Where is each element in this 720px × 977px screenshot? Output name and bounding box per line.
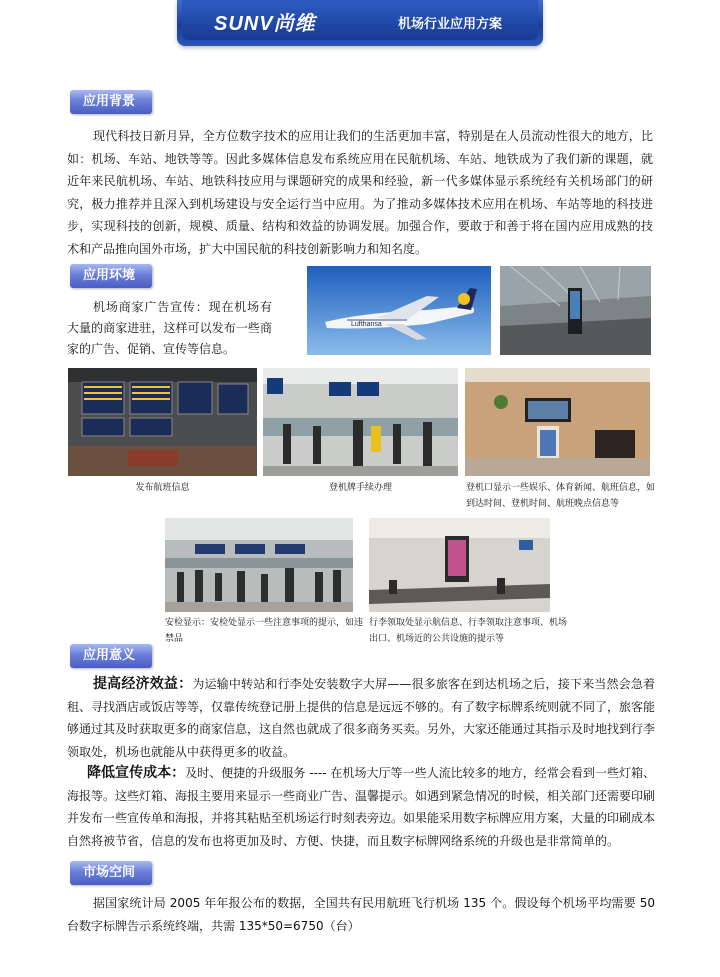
significance-text-2: 及时、便捷的升级服务 ---- 在机场大厅等一些人流比较多的地方，经常会看到一些灯箱、海报等。这些灯箱、海报主要用来显示一些商业广告、温馨提示。如遇到紧急情况的时候，相关部门还需要印刷并发布一些宣传单和海报，并将其粘贴至机场运行时刻表旁边。如果能采用数字标牌应用方案，大量的印刷成本自然将被节省，信息的发布也将更加及时、方便、快捷，而且数字标牌网络系统的升级也是非常简单的。 [67, 766, 656, 848]
brand-logo: SUNV尚维 [214, 13, 316, 35]
caption-checkin: 登机牌手续办理 [328, 483, 392, 493]
checkin-illustration [263, 368, 458, 476]
market-paragraph: 据国家统计局 2005 年年报公布的数据，全国共有民用航班飞行机场 135 个。假设每个机场平均需要 50 台数字标牌告示系统终端，共需 135*50=6750（台） [67, 896, 655, 933]
gate-lounge-illustration [465, 368, 650, 476]
airplane-illustration [307, 266, 491, 355]
gate-lounge-photo [465, 368, 650, 476]
significance-label-2: 降低宣传成本： [87, 765, 186, 781]
background-paragraph: 现代科技日新月异，全方位数字技术的应用让我们的生活更加丰富，特别是在人员流动性很大的地方，比如：机场、车站、地铁等等。因此多媒体信息发布系统应用在民航机场、车站、地铁成为了我们新的课题，就近年来民航机场、车站、地铁科技应用与课题研究的成果和经验，新一代多媒体显示系统经有关机场部门的研究，极力推荐并且深入到机场建设与安全运行当中应用。为了推动多媒体技术应用在机场、车站等地的科技进步，实现科技的创新，规模、质量、结构和效益的协调发展。加强合作，要敢于和善于将在国内应用成熟的技术和产品推向国外市场，扩大中国民航的科技创新影响力和知名度。 [67, 129, 653, 256]
security-photo [165, 518, 353, 612]
section-title-significance: 应用意义 [70, 644, 152, 668]
baggage-claim-illustration [369, 518, 550, 612]
section-title-environment: 应用环境 [70, 264, 152, 288]
baggage-claim-photo [369, 518, 550, 612]
header-banner [177, 0, 543, 46]
plane-livery-text: Lufthansa [351, 321, 382, 328]
flight-info-photo [68, 368, 257, 476]
significance-paragraph-1 [67, 673, 655, 763]
significance-text-1: 为运输中转站和行李处安装数字大屏——很多旅客在到达机场之后，接下来当然会急着租、寻找酒店或饭店等等，仅靠传统登记册上提供的信息是远远不够的。有了数字标牌系统则就不同了，旅客能够通过其及时获取更多的商家信息，这自然也就成了很多商务买卖。另外，大家还能通过其指示及时地找到行李领取处，机场也就能从中获得更多的收益。 [67, 677, 656, 759]
header-banner-inner [182, 0, 538, 40]
environment-intro: 机场商家广告宣传：现在机场有大量的商家进驻，这样可以发布一些商家的广告、促销、宣传等信息。 [67, 300, 272, 356]
section-title-market: 市场空间 [70, 861, 152, 885]
caption-gate: 登机口显示一些娱乐、体育新闻、航班信息，如到达时间、登机时间、航班晚点信息等 [466, 483, 656, 509]
caption-security: 安检显示：安检处显示一些注意事项的提示，如违禁品 [165, 618, 364, 644]
header-subtitle: 机场行业应用方案 [398, 17, 503, 32]
terminal-kiosk-illustration [500, 266, 651, 355]
caption-baggage: 行李领取处显示航信息、行李领取注意事项、机场出口、机场近的公共设施的提示等 [369, 618, 568, 644]
section-title-background: 应用背景 [70, 90, 152, 114]
significance-label-1: 提高经济效益： [93, 676, 193, 692]
security-illustration [165, 518, 353, 612]
checkin-photo [263, 368, 458, 476]
airplane-photo [307, 266, 491, 355]
terminal-kiosk-photo [500, 266, 651, 355]
caption-flight-info: 发布航班信息 [135, 483, 190, 493]
significance-paragraph-2 [67, 762, 655, 852]
flight-info-illustration [68, 368, 257, 476]
